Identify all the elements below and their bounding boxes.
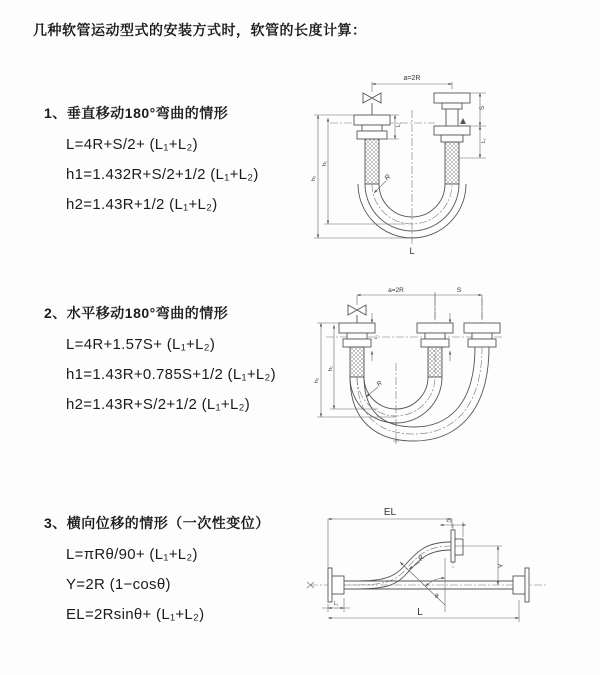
dim-l1-label: L₁ <box>333 601 339 607</box>
section-2-formula-L: L=4R+1.57S+ (L₁+L₂) <box>66 336 216 353</box>
dim-a-label: a=2R <box>388 287 404 294</box>
section-3-formula-L: L=πRθ/90+ (L₁+L₂) <box>66 546 198 563</box>
section-2-formula-h2: h2=1.43R+S/2+1/2 (L₁+L₂) <box>66 396 251 413</box>
center-flange-fitting <box>417 323 453 377</box>
valve-icon <box>348 305 366 323</box>
section-3-heading: 3、横向位移的情形（一次性变位） <box>44 515 270 531</box>
dim-a-label: a=2R <box>403 75 421 82</box>
right-lower-flange-fitting <box>434 118 470 184</box>
dim-s-label: S <box>456 287 462 294</box>
length-label: L <box>409 246 415 256</box>
dim-h2-label: h₂ <box>314 377 320 383</box>
dim-h1-label: h₁ <box>322 161 328 166</box>
section-2-formula-h1: h1=1.43R+0.785S+1/2 (L₁+L₂) <box>66 366 276 383</box>
radius-callout <box>409 554 426 569</box>
dim-y-label: Y <box>498 563 505 568</box>
radius-label: R <box>417 554 426 563</box>
page-title: 几种软管运动型式的安装方式时，软管的长度计算： <box>33 22 367 38</box>
hose-displaced-s-curve <box>344 542 451 589</box>
section-1-heading: 1、垂直移动180°弯曲的情形 <box>44 105 229 121</box>
displaced-flange-fitting <box>464 323 500 347</box>
section-3-formula-EL: EL=2Rsinθ+ (L₁+L₂) <box>66 606 205 623</box>
valve-icon <box>363 93 381 115</box>
left-flange-fitting <box>354 115 393 184</box>
diagram-horizontal-180-bend <box>298 283 593 468</box>
position-arrow-icon <box>460 118 466 124</box>
section-1-formula-L: L=4R+S/2+ (L₁+L₂) <box>66 136 198 153</box>
radius-label: R <box>375 379 384 389</box>
dim-h2-label: h₂ <box>311 175 317 181</box>
angle-label: θ <box>435 594 439 600</box>
radius-callout <box>366 380 384 397</box>
right-upper-flange-fitting <box>434 93 470 126</box>
dimension-l2 <box>480 126 487 158</box>
dim-el-label: EL <box>383 507 397 518</box>
section-2-heading: 2、水平移动180°弯曲的情形 <box>44 305 229 321</box>
dim-l1-label: L₁ <box>396 122 402 127</box>
dim-h1-label: h₁ <box>328 366 334 371</box>
hose-u-bend-displaced <box>350 347 489 444</box>
length-label: L <box>417 607 423 618</box>
dim-l2-label: L₂ <box>446 518 452 524</box>
dimension-el <box>328 507 452 570</box>
radius-label: R <box>383 173 393 183</box>
left-flange-fitting <box>339 323 375 377</box>
section-1-formula-h2: h2=1.43R+1/2 (L₁+L₂) <box>66 196 218 213</box>
dimension-l <box>328 600 519 622</box>
diagram-vertical-180-bend <box>300 66 580 261</box>
dimension-a-2r-and-s <box>357 287 482 319</box>
dim-l2-label: L₂ <box>481 138 487 143</box>
dimension-a-2r <box>372 75 452 92</box>
lower-right-flange-fitting <box>513 568 529 602</box>
dim-s-label: S <box>480 105 486 110</box>
dim-l1-label: L₁ <box>373 334 378 339</box>
section-3-formula-Y: Y=2R (1−cosθ) <box>66 576 171 593</box>
diagram-lateral-displacement <box>302 502 592 652</box>
dimension-l1 <box>322 598 350 612</box>
centerlines <box>330 110 435 246</box>
left-flange-fitting <box>328 568 344 602</box>
section-1-formula-h1: h1=1.432R+S/2+1/2 (L₁+L₂) <box>66 166 259 183</box>
